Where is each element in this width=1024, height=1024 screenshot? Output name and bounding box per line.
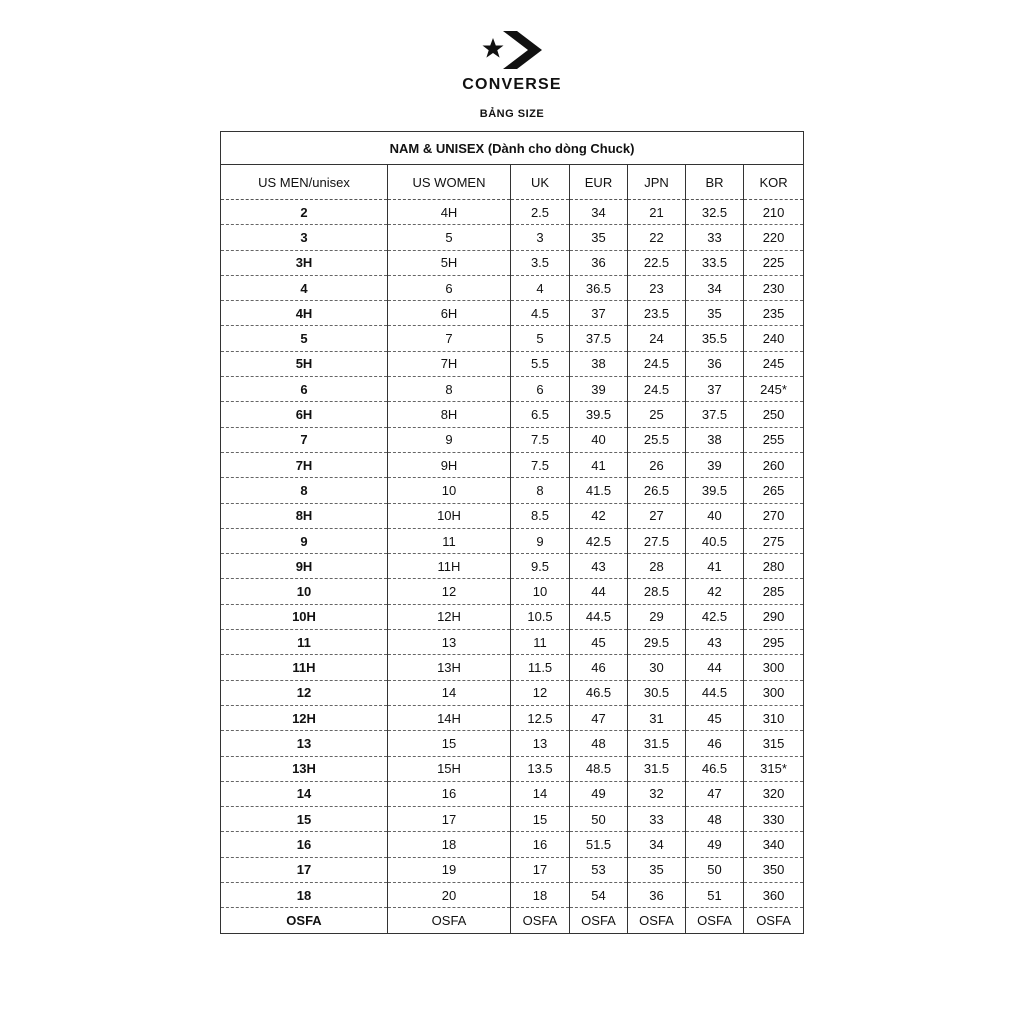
table-cell: 5 <box>388 225 511 250</box>
table-cell: 4 <box>511 275 570 300</box>
table-cell: 8H <box>221 503 388 528</box>
table-row <box>221 326 804 351</box>
table-cell: 33 <box>686 225 744 250</box>
table-cell: 8H <box>388 402 511 427</box>
table-cell: 5H <box>221 351 388 376</box>
table-cell: 240 <box>744 326 804 351</box>
table-cell: 300 <box>744 655 804 680</box>
table-cell: 45 <box>570 630 628 655</box>
table-row <box>221 301 804 326</box>
table-row <box>221 427 804 452</box>
table-cell: OSFA <box>628 908 686 933</box>
table-cell: 5 <box>221 326 388 351</box>
table-cell: 28 <box>628 554 686 579</box>
table-cell: 10 <box>388 478 511 503</box>
table-cell: 13.5 <box>511 756 570 781</box>
table-cell: OSFA <box>686 908 744 933</box>
table-cell: 29 <box>628 604 686 629</box>
table-cell: OSFA <box>388 908 511 933</box>
table-cell: 47 <box>686 781 744 806</box>
table-cell: 315 <box>744 731 804 756</box>
table-caption: NAM & UNISEX (Dành cho dòng Chuck) <box>221 132 804 165</box>
table-cell: 295 <box>744 630 804 655</box>
table-cell: 12 <box>511 680 570 705</box>
table-cell: 14 <box>221 781 388 806</box>
column-header: US WOMEN <box>388 165 511 200</box>
table-cell: 9 <box>388 427 511 452</box>
table-cell: 10H <box>388 503 511 528</box>
table-cell: 255 <box>744 427 804 452</box>
table-cell: 31.5 <box>628 756 686 781</box>
table-cell: 7.5 <box>511 427 570 452</box>
table-cell: 49 <box>570 781 628 806</box>
table-cell: 24.5 <box>628 377 686 402</box>
table-cell: 48 <box>686 807 744 832</box>
table-cell: 46 <box>686 731 744 756</box>
table-cell: 270 <box>744 503 804 528</box>
table-cell: 11H <box>221 655 388 680</box>
table-cell: 25.5 <box>628 427 686 452</box>
table-row <box>221 630 804 655</box>
table-cell: 35.5 <box>686 326 744 351</box>
table-row <box>221 503 804 528</box>
table-cell: 6.5 <box>511 402 570 427</box>
table-cell: 46.5 <box>570 680 628 705</box>
table-cell: 35 <box>570 225 628 250</box>
table-row <box>221 250 804 275</box>
table-cell: 37.5 <box>686 402 744 427</box>
table-cell: 12H <box>388 604 511 629</box>
table-cell: 13 <box>388 630 511 655</box>
table-row <box>221 225 804 250</box>
table-cell: 36 <box>686 351 744 376</box>
table-cell: 22 <box>628 225 686 250</box>
table-cell: 11 <box>388 528 511 553</box>
table-cell: 3 <box>221 225 388 250</box>
table-cell: 36 <box>628 883 686 908</box>
table-cell: 340 <box>744 832 804 857</box>
table-cell: 330 <box>744 807 804 832</box>
table-cell: 13H <box>388 655 511 680</box>
table-cell: 11 <box>221 630 388 655</box>
table-cell: 11.5 <box>511 655 570 680</box>
table-row <box>221 604 804 629</box>
table-row <box>221 351 804 376</box>
table-cell: 7 <box>388 326 511 351</box>
table-cell: 50 <box>570 807 628 832</box>
table-row <box>221 807 804 832</box>
table-row <box>221 705 804 730</box>
table-cell: 285 <box>744 579 804 604</box>
table-cell: 38 <box>570 351 628 376</box>
table-cell: 27 <box>628 503 686 528</box>
table-cell: 14H <box>388 705 511 730</box>
table-cell: 38 <box>686 427 744 452</box>
table-cell: 11 <box>511 630 570 655</box>
table-cell: 18 <box>221 883 388 908</box>
table-cell: 39.5 <box>570 402 628 427</box>
table-cell: 50 <box>686 857 744 882</box>
table-cell: 350 <box>744 857 804 882</box>
table-row <box>221 883 804 908</box>
table-cell: 13 <box>221 731 388 756</box>
table-cell: 26 <box>628 452 686 477</box>
table-cell: 12.5 <box>511 705 570 730</box>
table-cell: 10H <box>221 604 388 629</box>
table-row <box>221 680 804 705</box>
table-cell: 320 <box>744 781 804 806</box>
table-cell: 28.5 <box>628 579 686 604</box>
table-cell: 51 <box>686 883 744 908</box>
table-cell: 12H <box>221 705 388 730</box>
table-cell: 46 <box>570 655 628 680</box>
table-cell: 20 <box>388 883 511 908</box>
table-cell: 15 <box>388 731 511 756</box>
table-cell: 8.5 <box>511 503 570 528</box>
table-cell: 235 <box>744 301 804 326</box>
table-cell: OSFA <box>511 908 570 933</box>
column-header: EUR <box>570 165 628 200</box>
table-cell: 250 <box>744 402 804 427</box>
table-cell: 37 <box>570 301 628 326</box>
table-cell: 11H <box>388 554 511 579</box>
table-cell: 43 <box>570 554 628 579</box>
table-cell: 9 <box>511 528 570 553</box>
table-cell: 14 <box>511 781 570 806</box>
table-cell: 26.5 <box>628 478 686 503</box>
table-cell: 27.5 <box>628 528 686 553</box>
table-row <box>221 756 804 781</box>
table-cell: 6 <box>388 275 511 300</box>
table-row <box>221 554 804 579</box>
table-cell: 4.5 <box>511 301 570 326</box>
table-cell: 33 <box>628 807 686 832</box>
table-cell: 40.5 <box>686 528 744 553</box>
table-cell: 33.5 <box>686 250 744 275</box>
table-cell: 15 <box>221 807 388 832</box>
table-cell: 17 <box>221 857 388 882</box>
table-cell: 6H <box>221 402 388 427</box>
table-cell: 24.5 <box>628 351 686 376</box>
table-cell: 42 <box>570 503 628 528</box>
table-cell: 10 <box>511 579 570 604</box>
table-cell: 18 <box>388 832 511 857</box>
table-cell: 275 <box>744 528 804 553</box>
table-cell: 30.5 <box>628 680 686 705</box>
table-row <box>221 452 804 477</box>
column-header: UK <box>511 165 570 200</box>
table-cell: 40 <box>686 503 744 528</box>
column-header: KOR <box>744 165 804 200</box>
table-cell: 4H <box>388 200 511 225</box>
table-cell: 32 <box>628 781 686 806</box>
table-cell: 260 <box>744 452 804 477</box>
table-cell: 36.5 <box>570 275 628 300</box>
table-cell: 245* <box>744 377 804 402</box>
table-cell: 5.5 <box>511 351 570 376</box>
table-cell: 210 <box>744 200 804 225</box>
table-cell: 34 <box>628 832 686 857</box>
table-cell: 9H <box>388 452 511 477</box>
table-row <box>221 908 804 933</box>
table-cell: 17 <box>388 807 511 832</box>
table-cell: 36 <box>570 250 628 275</box>
table-row <box>221 377 804 402</box>
table-cell: 32.5 <box>686 200 744 225</box>
table-cell: 19 <box>388 857 511 882</box>
table-cell: 16 <box>388 781 511 806</box>
table-cell: 44.5 <box>570 604 628 629</box>
table-cell: 225 <box>744 250 804 275</box>
table-cell: 300 <box>744 680 804 705</box>
table-cell: 40 <box>570 427 628 452</box>
table-cell: 5 <box>511 326 570 351</box>
table-cell: 10 <box>221 579 388 604</box>
table-row <box>221 200 804 225</box>
table-cell: 3.5 <box>511 250 570 275</box>
table-row <box>221 478 804 503</box>
table-cell: 39 <box>686 452 744 477</box>
table-cell: 41.5 <box>570 478 628 503</box>
table-cell: 16 <box>511 832 570 857</box>
table-cell: 280 <box>744 554 804 579</box>
column-header: JPN <box>628 165 686 200</box>
table-cell: 17 <box>511 857 570 882</box>
table-cell: 13 <box>511 731 570 756</box>
table-cell: 24 <box>628 326 686 351</box>
table-cell: 8 <box>221 478 388 503</box>
table-cell: 12 <box>221 680 388 705</box>
table-cell: 8 <box>388 377 511 402</box>
table-cell: 4H <box>221 301 388 326</box>
table-cell: 22.5 <box>628 250 686 275</box>
table-cell: 37 <box>686 377 744 402</box>
table-cell: 265 <box>744 478 804 503</box>
table-cell: 9.5 <box>511 554 570 579</box>
table-row <box>221 275 804 300</box>
table-cell: 9H <box>221 554 388 579</box>
page-title: BẢNG SIZE <box>479 108 545 120</box>
table-cell: 4 <box>221 275 388 300</box>
table-cell: 44.5 <box>686 680 744 705</box>
table-cell: 31 <box>628 705 686 730</box>
table-cell: 41 <box>570 452 628 477</box>
table-cell: 34 <box>570 200 628 225</box>
table-cell: OSFA <box>286 912 322 928</box>
table-cell: 3 <box>511 225 570 250</box>
table-cell: 23.5 <box>628 301 686 326</box>
column-header: US MEN/unisex <box>221 165 388 200</box>
table-cell: 3H <box>221 250 388 275</box>
table-cell: 18 <box>511 883 570 908</box>
table-cell: OSFA <box>570 908 628 933</box>
table-cell: 10.5 <box>511 604 570 629</box>
table-cell: 16 <box>221 832 388 857</box>
table-cell: 44 <box>570 579 628 604</box>
table-cell: 42.5 <box>686 604 744 629</box>
table-row <box>221 832 804 857</box>
table-cell: 245 <box>744 351 804 376</box>
star-chevron-logo-icon <box>482 25 542 75</box>
table-cell: 21 <box>628 200 686 225</box>
table-cell: 39.5 <box>686 478 744 503</box>
table-cell: 54 <box>570 883 628 908</box>
table-cell: 6 <box>221 377 388 402</box>
table-row <box>221 655 804 680</box>
table-cell: 49 <box>686 832 744 857</box>
table-cell: 230 <box>744 275 804 300</box>
table-cell: 46.5 <box>686 756 744 781</box>
table-cell: 13H <box>221 756 388 781</box>
table-cell: 48.5 <box>570 756 628 781</box>
table-cell: 31.5 <box>628 731 686 756</box>
table-cell: 5H <box>388 250 511 275</box>
table-cell: 30 <box>628 655 686 680</box>
table-cell: 6 <box>511 377 570 402</box>
table-row <box>221 579 804 604</box>
table-row <box>221 731 804 756</box>
table-cell: 7 <box>221 427 388 452</box>
table-cell: 2.5 <box>511 200 570 225</box>
table-cell: 7H <box>221 452 388 477</box>
table-cell: 35 <box>686 301 744 326</box>
table-cell: 25 <box>628 402 686 427</box>
table-cell: 45 <box>686 705 744 730</box>
table-cell: 15 <box>511 807 570 832</box>
table-cell: 315* <box>744 756 804 781</box>
table-row <box>221 857 804 882</box>
table-cell: 310 <box>744 705 804 730</box>
table-cell: 44 <box>686 655 744 680</box>
size-table <box>220 131 804 934</box>
table-cell: 15H <box>388 756 511 781</box>
table-cell: 48 <box>570 731 628 756</box>
table-cell: 42 <box>686 579 744 604</box>
table-cell: 7H <box>388 351 511 376</box>
table-cell: 12 <box>388 579 511 604</box>
table-cell: 41 <box>686 554 744 579</box>
table-row <box>221 781 804 806</box>
table-row <box>221 528 804 553</box>
table-cell: 43 <box>686 630 744 655</box>
table-cell: 53 <box>570 857 628 882</box>
column-header: BR <box>686 165 744 200</box>
table-cell: 51.5 <box>570 832 628 857</box>
table-cell: 39 <box>570 377 628 402</box>
table-cell: 2 <box>221 200 388 225</box>
table-cell: OSFA <box>744 908 804 933</box>
table-cell: 37.5 <box>570 326 628 351</box>
table-cell: 7.5 <box>511 452 570 477</box>
table-cell: 23 <box>628 275 686 300</box>
table-row <box>221 402 804 427</box>
table-cell: 290 <box>744 604 804 629</box>
table-cell: 42.5 <box>570 528 628 553</box>
table-cell: 6H <box>388 301 511 326</box>
table-cell: 9 <box>221 528 388 553</box>
table-cell: 220 <box>744 225 804 250</box>
table-cell: 8 <box>511 478 570 503</box>
table-cell: 360 <box>744 883 804 908</box>
table-cell: 14 <box>388 680 511 705</box>
table-cell: 35 <box>628 857 686 882</box>
table-cell: 29.5 <box>628 630 686 655</box>
table-cell: 47 <box>570 705 628 730</box>
table-cell: 34 <box>686 275 744 300</box>
brand-name: CONVERSE <box>462 76 562 93</box>
